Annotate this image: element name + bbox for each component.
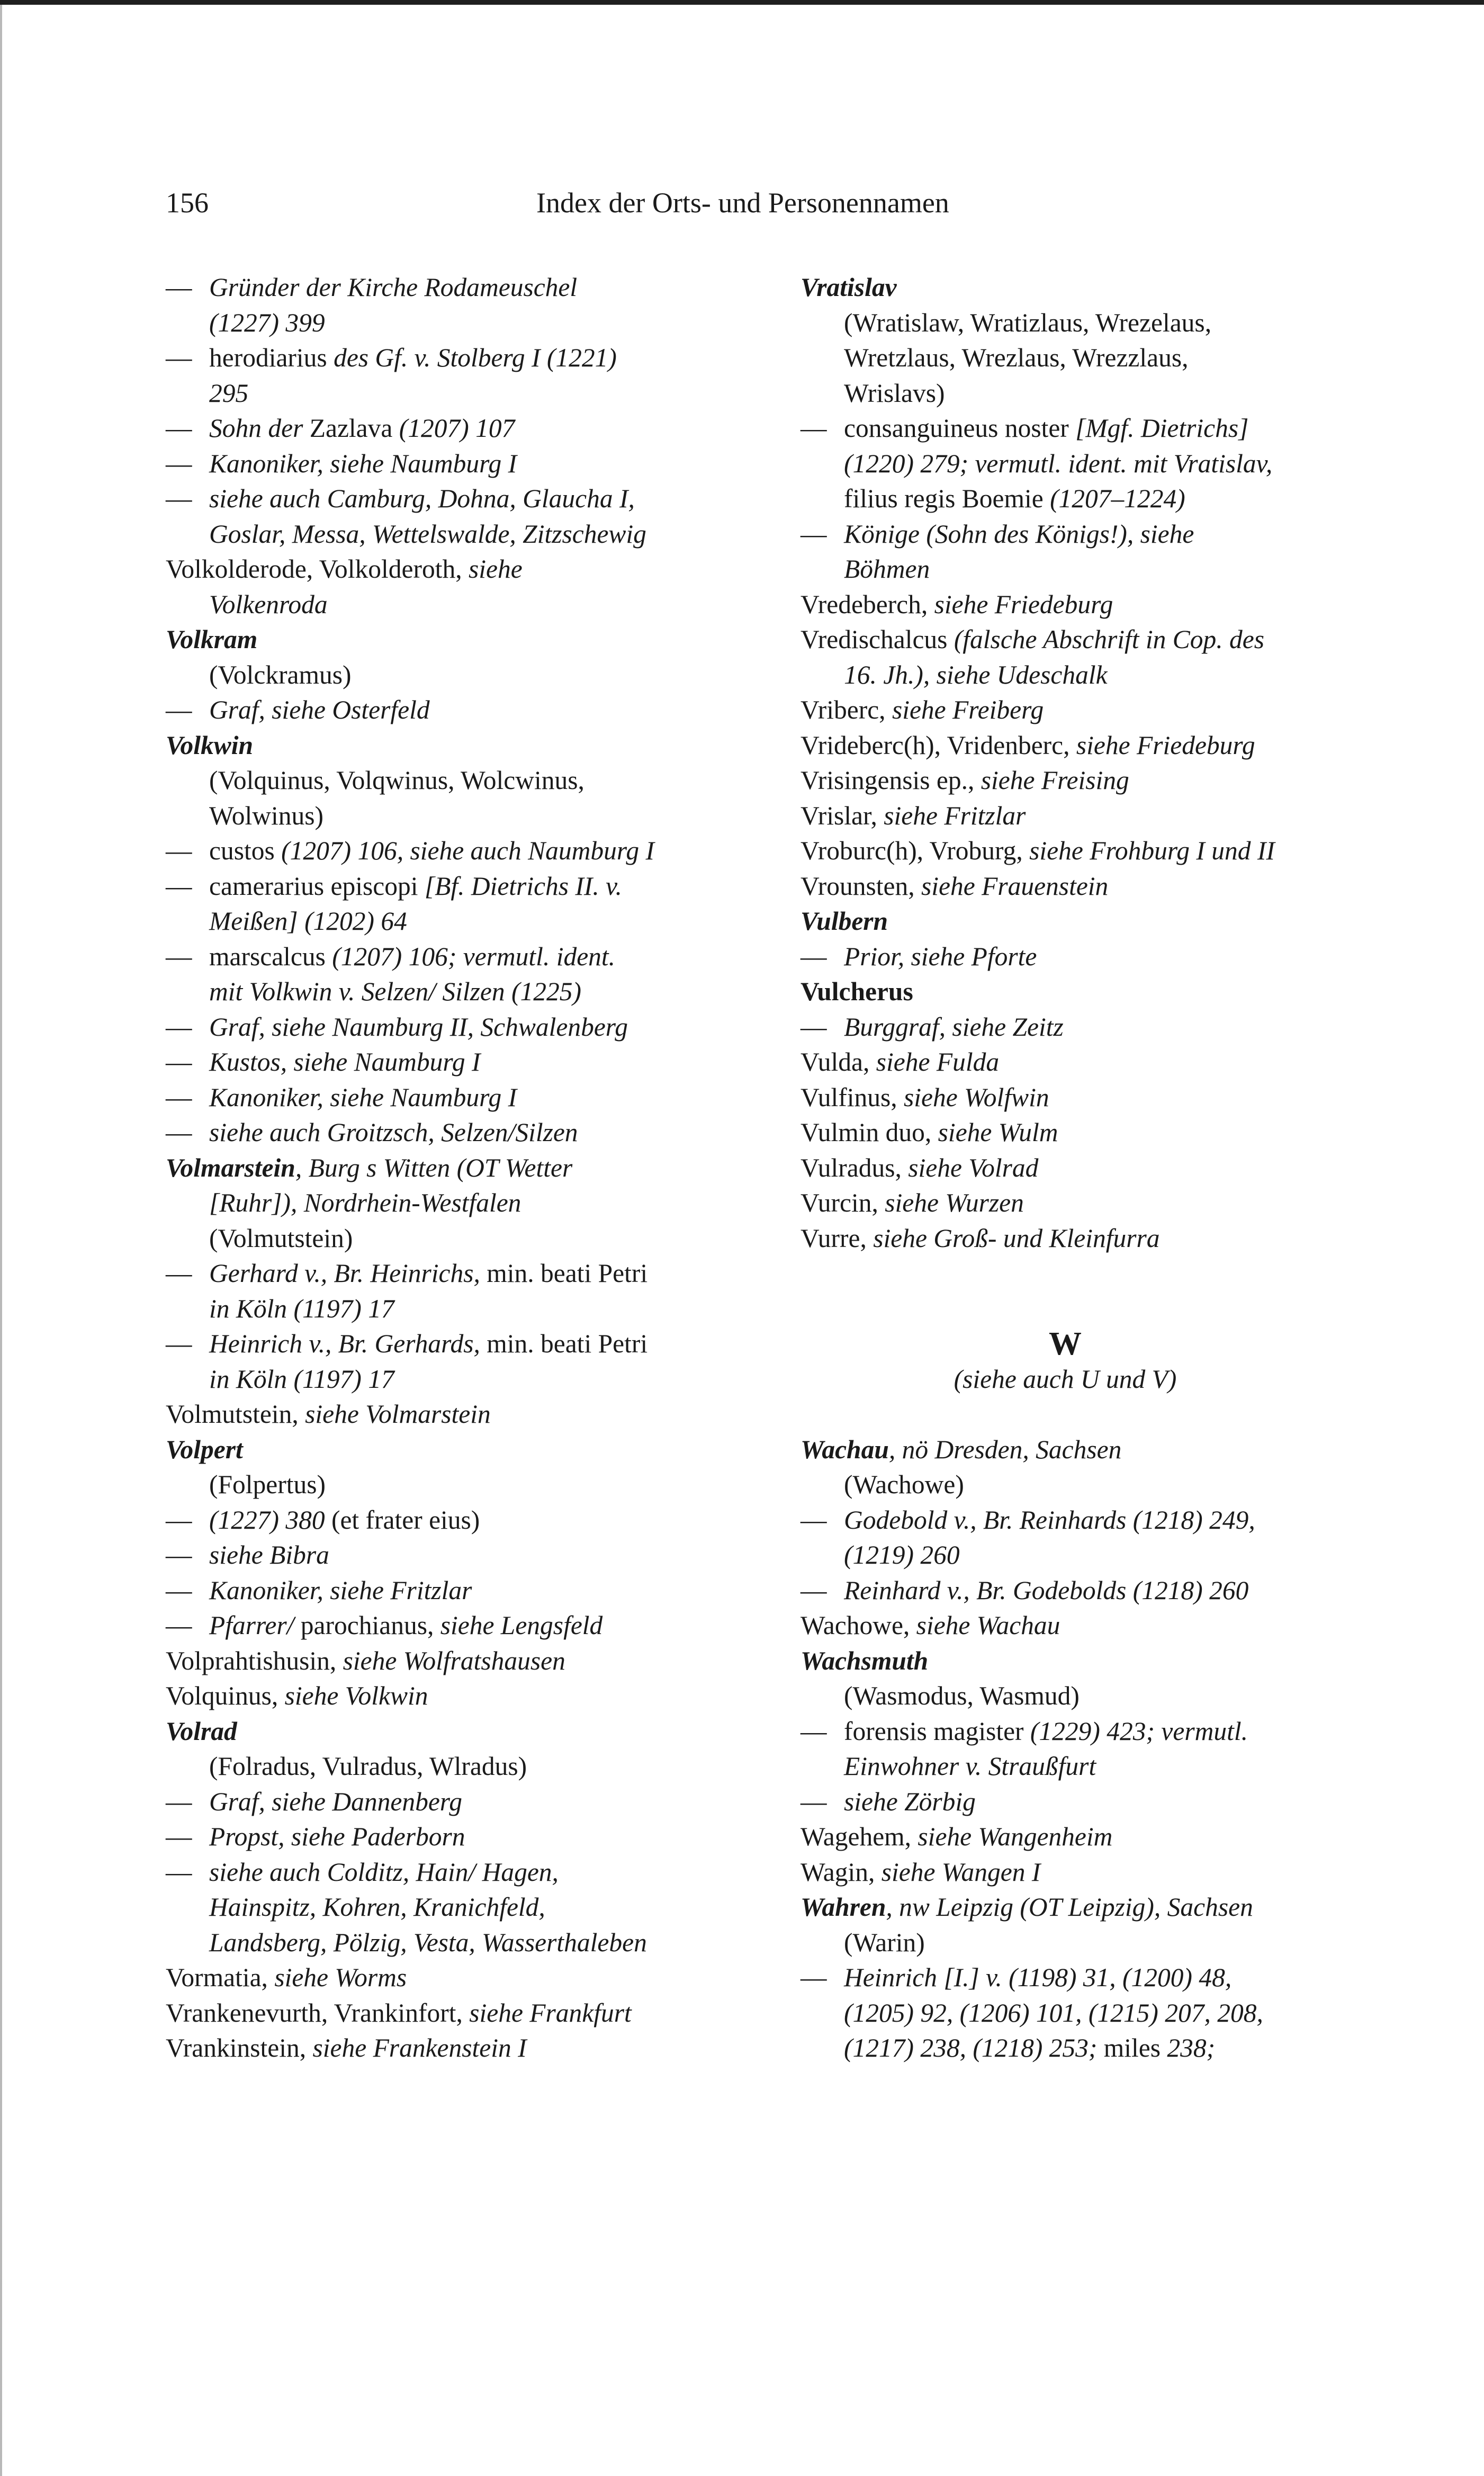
subentry-dash: — xyxy=(166,1329,192,1358)
index-continuation-line xyxy=(166,517,796,552)
subentry-dash: — xyxy=(166,448,192,478)
entry-text: (1229) 423; vermutl. xyxy=(1030,1716,1248,1746)
index-subentry-line xyxy=(166,1855,796,1890)
index-entry-line xyxy=(166,1960,796,1996)
section-spacer xyxy=(801,1256,1457,1326)
entry-text: Volquinus, xyxy=(166,1681,285,1710)
subentry-dash: — xyxy=(166,1118,192,1147)
entry-text: (1227) 380 xyxy=(209,1505,331,1535)
subentry-dash: — xyxy=(801,1575,827,1605)
index-subentry-line xyxy=(166,1784,796,1820)
entry-text: siehe auch Camburg, Dohna, Glaucha I, xyxy=(209,484,635,513)
entry-text: (1207) 106; vermutl. ident. xyxy=(332,941,616,971)
index-subentry-line xyxy=(166,1608,796,1644)
index-continuation-line xyxy=(801,1996,1457,2031)
index-continuation-line xyxy=(166,1291,796,1327)
entry-text: Meißen] (1202) 64 xyxy=(209,907,407,936)
index-continuation-line xyxy=(166,974,796,1010)
entry-text: siehe Zörbig xyxy=(844,1787,976,1816)
index-continuation-line xyxy=(166,1186,796,1221)
entry-text: siehe xyxy=(468,554,523,584)
entry-text: in Köln (1197) 17 xyxy=(209,1364,394,1394)
subentry-dash: — xyxy=(166,1259,192,1288)
subentry-dash: — xyxy=(801,1787,827,1816)
index-subentry-line xyxy=(801,1503,1457,1538)
entry-text: Vredeberch, xyxy=(801,589,934,619)
index-entry-line xyxy=(801,904,1457,939)
entry-headword: Vulcherus xyxy=(801,977,913,1006)
entry-text: Könige (Sohn des Königs!), siehe xyxy=(844,519,1194,549)
index-subentry-line xyxy=(801,517,1457,552)
index-continuation-line xyxy=(801,481,1457,517)
index-subentry-line xyxy=(801,1960,1457,1996)
entry-text: Gründer der Kirche Rodameuschel xyxy=(209,273,578,302)
entry-text: siehe Friedeburg xyxy=(1076,730,1255,760)
entry-text: Gerhard v., Br. Heinrichs, xyxy=(209,1259,487,1288)
entry-text: Godebold v., Br. Reinhards (1218) 249, xyxy=(844,1505,1255,1535)
entry-text: Vrankenevurth, Vrankinfort, xyxy=(166,1998,470,2028)
index-continuation-line xyxy=(166,1749,796,1784)
index-continuation-line xyxy=(801,1538,1457,1573)
entry-headword: Volkwin xyxy=(166,730,254,760)
entry-text: siehe Frauenstein xyxy=(921,871,1109,901)
entry-text: marscalcus xyxy=(209,941,332,971)
entry-headword: Vratislav xyxy=(801,273,897,302)
entry-text: siehe Volrad xyxy=(908,1153,1039,1182)
index-entry-line xyxy=(801,1151,1457,1186)
entry-text: siehe Wachau xyxy=(916,1611,1060,1640)
index-entry-line xyxy=(166,1679,796,1714)
index-entry-line xyxy=(801,1855,1457,1890)
index-entry-line xyxy=(801,1819,1457,1855)
subentry-dash: — xyxy=(166,414,192,443)
index-subentry-line xyxy=(166,1115,796,1151)
entry-headword: Volkram xyxy=(166,625,258,654)
index-continuation-line xyxy=(166,904,796,939)
index-continuation-line xyxy=(801,1749,1457,1784)
index-continuation-line xyxy=(801,1467,1457,1503)
index-entries-v xyxy=(801,270,1457,1256)
entry-text: , nw Leipzig (OT Leipzig), Sachsen xyxy=(886,1892,1253,1922)
entry-text: (Volckramus) xyxy=(209,660,352,689)
index-entry-line xyxy=(801,1186,1457,1221)
index-subentry-line xyxy=(166,833,796,869)
entry-text: Wretzlaus, Wrezlaus, Wrezzlaus, xyxy=(844,343,1189,372)
index-continuation-line xyxy=(166,658,796,693)
index-entry-line xyxy=(801,622,1457,658)
index-entry-line xyxy=(166,1644,796,1679)
entry-text: Einwohner v. Straußfurt xyxy=(844,1752,1096,1781)
entry-text: Vurre, xyxy=(801,1223,874,1253)
index-subentry-line xyxy=(801,1714,1457,1750)
entry-text: siehe Fulda xyxy=(876,1047,1000,1076)
entry-text: Vurcin, xyxy=(801,1188,885,1217)
entry-text: (Volmutstein) xyxy=(209,1223,353,1253)
subentry-dash: — xyxy=(166,273,192,302)
running-title: Index der Orts- und Personennamen xyxy=(536,187,949,219)
entry-text: Kanoniker, siehe Naumburg I xyxy=(209,448,517,478)
entry-text: miles xyxy=(1103,2033,1167,2062)
subentry-dash: — xyxy=(166,1540,192,1569)
section-letter-heading: W xyxy=(1049,1326,1082,1362)
index-subentry-line xyxy=(166,939,796,975)
entry-text: siehe Freiberg xyxy=(892,695,1044,724)
entry-text: siehe Volkwin xyxy=(284,1681,428,1710)
entry-text: (Volquinus, Volqwinus, Wolcwinus, xyxy=(209,766,584,795)
index-entry-line xyxy=(801,974,1457,1010)
entry-text: parochianus, xyxy=(300,1611,440,1640)
entry-text: siehe Volmarstein xyxy=(305,1400,491,1429)
index-subentry-line xyxy=(166,693,796,728)
index-subentry-line xyxy=(166,446,796,482)
index-entry-line xyxy=(166,1151,796,1186)
index-continuation-line xyxy=(166,376,796,411)
entry-text: min. beati Petri xyxy=(487,1329,648,1358)
index-continuation-line xyxy=(166,1890,796,1925)
entry-text: (1219) 260 xyxy=(844,1540,960,1569)
index-subentry-line xyxy=(801,1784,1457,1820)
section-spacer xyxy=(801,1397,1457,1432)
entry-text: Vulmin duo, xyxy=(801,1118,938,1147)
entry-text: (1217) 238, (1218) 253; xyxy=(844,2033,1104,2062)
index-subentry-line xyxy=(166,340,796,376)
index-entry-line xyxy=(166,552,796,587)
entry-text: herodiarius xyxy=(209,343,334,372)
entry-text: Vulfinus, xyxy=(801,1082,904,1112)
index-entry-line xyxy=(801,587,1457,623)
entry-text: Zazlava xyxy=(309,414,399,443)
entry-text: (1220) 279; vermutl. ident. mit Vratislav, xyxy=(844,448,1273,478)
entry-text: 238; xyxy=(1167,2033,1216,2062)
subentry-dash: — xyxy=(166,484,192,513)
index-entry-line xyxy=(801,270,1457,306)
entry-text: (Folradus, Vulradus, Wlradus) xyxy=(209,1752,527,1781)
subentry-dash: — xyxy=(166,1505,192,1535)
index-subentry-line xyxy=(801,1573,1457,1609)
entry-headword: Wahren xyxy=(801,1892,886,1922)
entry-text: siehe Wangen I xyxy=(881,1857,1041,1887)
index-continuation-line xyxy=(801,1679,1457,1714)
index-continuation-line xyxy=(801,658,1457,693)
entry-text: mit Volkwin v. Selzen/ Silzen (1225) xyxy=(209,977,581,1006)
entry-text: siehe auch Groitzsch, Selzen/Silzen xyxy=(209,1118,578,1147)
entry-text: (1205) 92, (1206) 101, (1215) 207, 208, xyxy=(844,1998,1263,2028)
subentry-dash: — xyxy=(166,343,192,372)
index-entries-w xyxy=(801,1432,1457,2066)
entry-text: Volkolderode, Volkolderoth, xyxy=(166,554,469,584)
entry-text: siehe Bibra xyxy=(209,1540,329,1569)
entry-text: Vrislar, xyxy=(801,801,884,830)
entry-text: des Gf. v. Stolberg I (1221) xyxy=(334,343,617,372)
entry-text: Vulradus, xyxy=(801,1153,909,1182)
index-entry-line xyxy=(801,1115,1457,1151)
index-subentry-line xyxy=(166,1819,796,1855)
entry-text: [Bf. Dietrichs II. v. xyxy=(424,871,622,901)
index-continuation-line xyxy=(801,306,1457,341)
index-subentry-line xyxy=(166,1080,796,1116)
entry-text: siehe Groß- und Kleinfurra xyxy=(873,1223,1160,1253)
entry-text: Kanoniker, siehe Naumburg I xyxy=(209,1082,517,1112)
index-entry-line xyxy=(801,1080,1457,1116)
index-continuation-line xyxy=(166,1221,796,1257)
entry-text: camerarius episcopi xyxy=(209,871,425,901)
entry-text: Vredischalcus xyxy=(801,625,954,654)
index-continuation-line xyxy=(801,2031,1457,2066)
index-continuation-line xyxy=(801,340,1457,376)
entry-headword: Volmarstein xyxy=(166,1153,295,1182)
index-subentry-line xyxy=(166,411,796,446)
entry-headword: Volpert xyxy=(166,1434,243,1464)
entry-text: Vriberc, xyxy=(801,695,892,724)
index-subentry-line xyxy=(166,1010,796,1045)
index-subentry-line xyxy=(801,939,1457,975)
entry-text: siehe Frankenstein I xyxy=(312,2033,527,2062)
index-continuation-line xyxy=(166,587,796,623)
entry-text: Sohn der xyxy=(209,414,310,443)
index-subentry-line xyxy=(166,1045,796,1080)
index-entry-line xyxy=(166,2031,796,2066)
entry-text: Landsberg, Pölzig, Vesta, Wasserthaleben xyxy=(209,1927,647,1957)
entry-text: Vroburc(h), Vroburg, xyxy=(801,836,1030,865)
page-header xyxy=(166,186,963,223)
entry-text: (Wachowe) xyxy=(844,1470,964,1499)
entry-text: forensis magister xyxy=(844,1716,1030,1746)
index-subentry-line xyxy=(801,411,1457,446)
index-continuation-line xyxy=(801,1925,1457,1961)
index-subentry-line xyxy=(166,1538,796,1573)
entry-text: Vrankinstein, xyxy=(166,2033,313,2062)
entry-text: , nö Dresden, Sachsen xyxy=(888,1434,1122,1464)
entry-text: 16. Jh.), siehe Udeschalk xyxy=(844,660,1108,689)
index-subentry-line xyxy=(166,481,796,517)
index-entry-line xyxy=(801,799,1457,834)
index-entry-line xyxy=(166,622,796,658)
entry-text: Propst, siehe Paderborn xyxy=(209,1822,465,1851)
index-entry-line xyxy=(801,1644,1457,1679)
index-continuation-line xyxy=(166,1362,796,1397)
subentry-dash: — xyxy=(801,1012,827,1042)
entry-text: Goslar, Messa, Wettelswalde, Zitzschewig xyxy=(209,519,646,549)
index-continuation-line xyxy=(801,376,1457,411)
entry-text: min. beati Petri xyxy=(487,1259,648,1288)
subentry-dash: — xyxy=(166,1857,192,1887)
subentry-dash: — xyxy=(166,1611,192,1640)
entry-text: (Folpertus) xyxy=(209,1470,326,1499)
entry-text: Wagehem, xyxy=(801,1822,918,1851)
entry-text: (et frater eius) xyxy=(331,1505,480,1535)
entry-text: Vormatia, xyxy=(166,1963,275,1992)
index-entry-line xyxy=(801,693,1457,728)
entry-headword: Wachau xyxy=(801,1434,889,1464)
subentry-dash: — xyxy=(166,1082,192,1112)
entry-text: Wachowe, xyxy=(801,1611,916,1640)
entry-text: in Köln (1197) 17 xyxy=(209,1294,394,1323)
index-subentry-line xyxy=(166,1326,796,1362)
entry-text: siehe Wolfwin xyxy=(904,1082,1049,1112)
index-subentry-line xyxy=(166,1503,796,1538)
subentry-dash: — xyxy=(801,941,827,971)
entry-text: siehe Friedeburg xyxy=(934,589,1113,619)
entry-text: 295 xyxy=(209,378,249,408)
subentry-dash: — xyxy=(166,871,192,901)
entry-text: Wolwinus) xyxy=(209,801,324,830)
subentry-dash: — xyxy=(166,1012,192,1042)
entry-text: siehe Wurzen xyxy=(885,1188,1024,1217)
entry-text: siehe auch Colditz, Hain/ Hagen, xyxy=(209,1857,559,1887)
entry-text: siehe Wulm xyxy=(938,1118,1058,1147)
entry-text: (Wratislaw, Wratizlaus, Wrezelaus, xyxy=(844,308,1212,337)
entry-text: siehe Frohburg I und II xyxy=(1029,836,1275,865)
entry-text: Vulda, xyxy=(801,1047,876,1076)
index-entry-line xyxy=(801,1608,1457,1644)
index-column-left xyxy=(166,270,796,2066)
index-continuation-line xyxy=(166,799,796,834)
entry-headword: Wachsmuth xyxy=(801,1646,929,1675)
subentry-dash: — xyxy=(801,519,827,549)
entry-text: (1207–1224) xyxy=(1050,484,1185,513)
entry-text: siehe Freising xyxy=(981,766,1129,795)
entry-text: Graf, siehe Osterfeld xyxy=(209,695,430,724)
index-column-right xyxy=(801,270,1457,2066)
entry-text: Vrisingensis ep., xyxy=(801,766,981,795)
entry-text: (Wasmodus, Wasmud) xyxy=(844,1681,1080,1710)
index-entry-line xyxy=(801,1045,1457,1080)
subentry-dash: — xyxy=(166,941,192,971)
entry-text: consanguineus noster xyxy=(844,414,1076,443)
entry-text: (1207) 107 xyxy=(399,414,515,443)
entry-headword: Volrad xyxy=(166,1716,237,1746)
index-continuation-line xyxy=(801,552,1457,587)
entry-text: Reinhard v., Br. Godebolds (1218) 260 xyxy=(844,1575,1249,1605)
entry-text: Pfarrer/ xyxy=(209,1611,301,1640)
index-entry-line xyxy=(166,1432,796,1468)
index-entry-line xyxy=(801,1432,1457,1468)
entry-text: Wrislavs) xyxy=(844,378,945,408)
index-entry-line xyxy=(801,833,1457,869)
index-subentry-line xyxy=(166,270,796,306)
entry-text: Volkenroda xyxy=(209,589,328,619)
entry-text: Graf, siehe Naumburg II, Schwalenberg xyxy=(209,1012,628,1042)
entry-text: Prior, siehe Pforte xyxy=(844,941,1037,971)
index-entry-line xyxy=(166,1714,796,1750)
section-cross-reference: (siehe auch U und V) xyxy=(954,1364,1177,1394)
subentry-dash: — xyxy=(801,1505,827,1535)
subentry-dash: — xyxy=(166,1575,192,1605)
entry-text: Graf, siehe Dannenberg xyxy=(209,1787,462,1816)
index-subentry-line xyxy=(801,1010,1457,1045)
entry-text: Volprahtishusin, xyxy=(166,1646,343,1675)
index-entry-line xyxy=(801,763,1457,799)
page-number: 156 xyxy=(166,187,209,219)
entry-text: Heinrich v., Br. Gerhards, xyxy=(209,1329,487,1358)
entry-text: Kustos, siehe Naumburg I xyxy=(209,1047,481,1076)
entry-text: siehe Fritzlar xyxy=(884,801,1026,830)
entry-text: [Mgf. Dietrichs] xyxy=(1075,414,1249,443)
entry-text: Burggraf, siehe Zeitz xyxy=(844,1012,1064,1042)
index-entry-line xyxy=(801,728,1457,764)
entry-text: Wagin, xyxy=(801,1857,882,1887)
index-continuation-line xyxy=(166,763,796,799)
page-edge-shadow xyxy=(0,0,2,2476)
index-subentry-line xyxy=(166,869,796,904)
entry-text: filius regis Boemie xyxy=(844,484,1050,513)
index-subentry-line xyxy=(166,1573,796,1609)
subentry-dash: — xyxy=(166,1047,192,1076)
entry-text: siehe Lengsfeld xyxy=(440,1611,603,1640)
subentry-dash: — xyxy=(801,1963,827,1992)
entry-text: siehe Wangenheim xyxy=(918,1822,1113,1851)
entry-text: Vrounsten, xyxy=(801,871,921,901)
entry-text: Hainspitz, Kohren, Kranichfeld, xyxy=(209,1892,545,1922)
index-continuation-line xyxy=(801,446,1457,482)
entry-text: Volmutstein, xyxy=(166,1400,305,1429)
index-entry-line xyxy=(166,728,796,764)
index-continuation-line xyxy=(166,306,796,341)
entry-text: Kanoniker, siehe Fritzlar xyxy=(209,1575,472,1605)
entry-headword: Vulbern xyxy=(801,907,888,936)
subentry-dash: — xyxy=(166,1787,192,1816)
entry-text: , Burg s Witten (OT Wetter xyxy=(295,1153,573,1182)
entry-text: Vrideberc(h), Vridenberc, xyxy=(801,730,1076,760)
index-continuation-line xyxy=(166,1467,796,1503)
entry-text: (1207) 106, siehe auch Naumburg I xyxy=(281,836,654,865)
entry-text: (falsche Abschrift in Cop. des xyxy=(954,625,1264,654)
index-subentry-line xyxy=(166,1256,796,1291)
index-entry-line xyxy=(801,1221,1457,1257)
index-continuation-line xyxy=(166,1925,796,1961)
entry-text: siehe Frankfurt xyxy=(469,1998,632,2028)
subentry-dash: — xyxy=(801,414,827,443)
index-entry-line xyxy=(801,869,1457,904)
entry-text: Heinrich [I.] v. (1198) 31, (1200) 48, xyxy=(844,1963,1232,1992)
entry-text: siehe Wolfratshausen xyxy=(343,1646,565,1675)
subentry-dash: — xyxy=(801,1716,827,1746)
index-entry-line xyxy=(801,1890,1457,1925)
top-border-line xyxy=(0,0,1484,5)
index-entry-line xyxy=(166,1996,796,2031)
subentry-dash: — xyxy=(166,1822,192,1851)
subentry-dash: — xyxy=(166,695,192,724)
entry-text: [Ruhr]), Nordrhein-Westfalen xyxy=(209,1188,521,1217)
entry-text: custos xyxy=(209,836,282,865)
entry-text: (1227) 399 xyxy=(209,308,325,337)
subentry-dash: — xyxy=(166,836,192,865)
entry-text: (Warin) xyxy=(844,1927,925,1957)
entry-text: siehe Worms xyxy=(274,1963,407,1992)
entry-text: Böhmen xyxy=(844,554,930,584)
index-entry-line xyxy=(166,1397,796,1432)
